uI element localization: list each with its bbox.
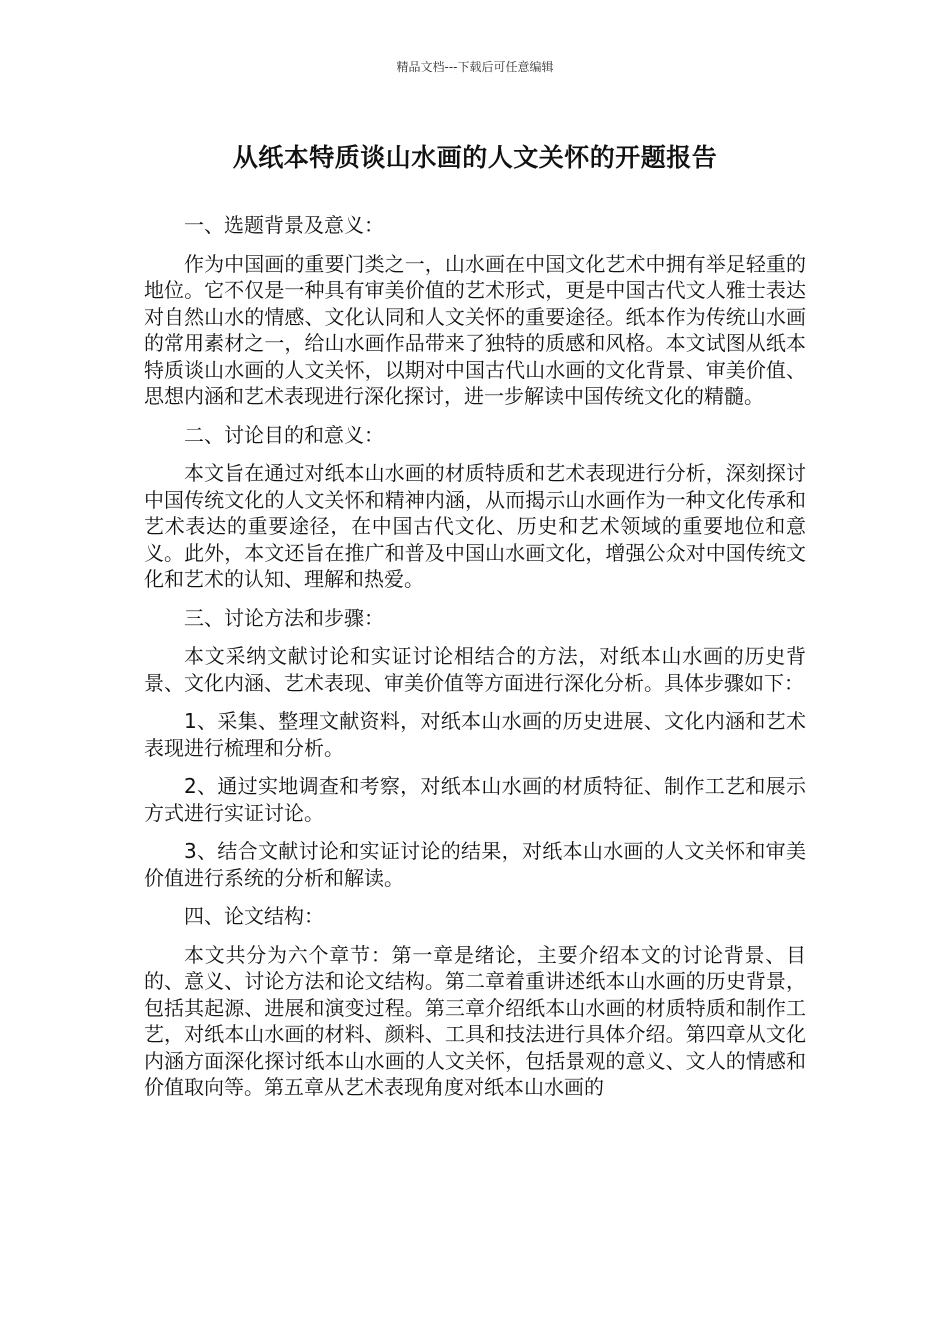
header-note: 精品文档---下载后可任意编辑 (396, 60, 554, 74)
paragraph-background: 作为中国画的重要门类之一，山水画在中国文化艺术中拥有举足轻重的地位。它不仅是一种具有审美价值的艺术形式，更是中国古代文人雅士表达对自然山水的情感、文化认同和人文关怀的重要途径。纸本作为传统山水画的常用素材之一，给山水画作品带来了独特的质感和风格。本文试图从纸本特质谈山水画的人文关怀，以期对中国古代山水画的文化背景、审美价值、思想内涵和艺术表现进行深化探讨，进一步解读中国传统文化的精髓。 (144, 251, 806, 408)
section-heading-structure: 四、论文结构： (184, 904, 324, 928)
method-step-3: 3、结合文献讨论和实证讨论的结果，对纸本山水画的人文关怀和审美价值进行系统的分析和解读。 (144, 839, 806, 890)
document-body (144, 212, 806, 1113)
method-step-2: 2、通过实地调查和考察，对纸本山水画的材质特征、制作工艺和展示方式进行实证讨论。 (144, 774, 806, 825)
section-heading-method: 三、讨论方法和步骤： (184, 605, 384, 630)
paragraph-method: 本文采纳文献讨论和实证讨论相结合的方法，对纸本山水画的历史背景、文化内涵、艺术表现、审美价值等方面进行深化分析。具体步骤如下： (144, 644, 806, 695)
section-heading-background: 一、选题背景及意义： (184, 213, 384, 237)
paragraph-structure: 本文共分为六个章节：第一章是绪论，主要介绍本文的讨论背景、目的、意义、讨论方法和论文结构。第二章着重讲述纸本山水画的历史背景，包括其起源、进展和演变过程。第三章介绍纸本山水画的材质特质和制作工艺，对纸本山水画的材料、颜料、工具和技法进行具体介绍。第四章从文化内涵方面深化探讨纸本山水画的人文关怀，包括景观的意义、文人的情感和价值取向等。第五章从艺术表现角度对纸本山水画的 (144, 942, 806, 1099)
document-title: 从纸本特质谈山水画的人文关怀的开题报告 (232, 143, 718, 172)
method-step-1: 1、采集、整理文献资料，对纸本山水画的历史进展、文化内涵和艺术表现进行梳理和分析。 (144, 709, 806, 760)
paragraph-purpose: 本文旨在通过对纸本山水画的材质特质和艺术表现进行分析，深刻探讨中国传统文化的人文关怀和精神内涵，从而揭示山水画作为一种文化传承和艺术表达的重要途径，在中国古代文化、历史和艺术领域的重要地位和意义。此外，本文还旨在推广和普及中国山水画文化，增强公众对中国传统文化和艺术的认知、理解和热爱。 (144, 461, 806, 591)
section-heading-purpose: 二、讨论目的和意义： (184, 422, 384, 447)
